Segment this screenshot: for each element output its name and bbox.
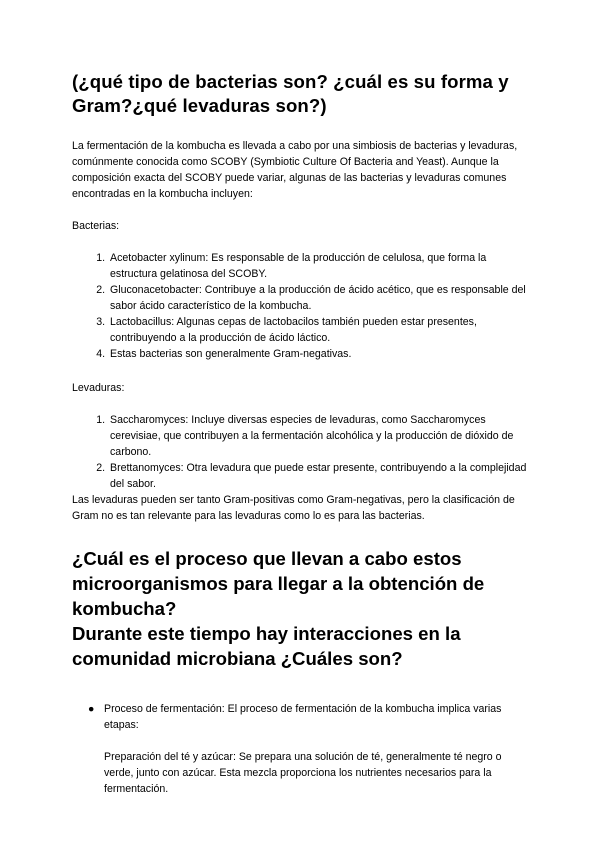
proceso-list [72,701,532,797]
proceso-item-text: Proceso de fermentación: El proceso de fermentación de la kombucha implica varias etapas: [104,703,502,731]
proceso-sub-paragraph: Preparación del té y azúcar: Se prepara una solución de té, generalmente té negro o verde, junto con azúcar. Esta mezcla proporciona los nutrientes necesarios para la fermentación. [104,751,502,795]
list-item: 4. Estas bacterias son generalmente Gram-negativas. [108,346,532,362]
levaduras-list [72,412,532,492]
list-item: 3. Lactobacillus: Algunas cepas de lactobacilos también pueden estar presentes, contribuyendo a la producción de ácido láctico. [108,314,532,346]
heading-interacciones: Durante este tiempo hay interacciones en la comunidad microbiana ¿Cuáles son? [72,623,461,669]
heading-proceso: ¿Cuál es el proceso que llevan a cabo estos microorganismos para llegar a la obtención de kombucha? [72,548,485,619]
list-item: 2. Brettanomyces: Otra levadura que puede estar presente, contribuyendo a la complejidad del sabor. [108,460,532,492]
intro-paragraph: La fermentación de la kombucha es llevada a cabo por una simbiosis de bacterias y levaduras, comúnmente conocida como SCOBY (Symbiotic Culture Of Bacteria and Yeast). Aunque la composición exacta del SCOBY puede variar, algunas de las bacterias y levaduras comunes encontradas en la kombucha incluyen: [72,140,518,200]
bacterias-label: Bacterias: [72,220,120,232]
bacterias-list [72,250,532,362]
list-item [88,701,532,797]
levaduras-label: Levaduras: [72,382,125,394]
list-item: 1. Acetobacter xylinum: Es responsable de la producción de celulosa, que forma la estructura gelatinosa del SCOBY. [108,250,532,282]
document-page [72,70,532,797]
bullet-icon: ● [88,703,95,715]
list-item: 1. Saccharomyces: Incluye diversas especies de levaduras, como Saccharomyces cerevisiae, que contribuyen a la fermentación alcohólica y la producción de dióxido de carbono. [108,412,532,460]
heading-bacteria-questions: (¿qué tipo de bacterias son? ¿cuál es su forma y Gram?¿qué levaduras son?) [72,71,509,116]
levaduras-note: Las levaduras pueden ser tanto Gram-positivas como Gram-negativas, pero la clasificación de Gram no es tan relevante para las levaduras como lo es para las bacterias. [72,494,515,522]
list-item: 2. Gluconacetobacter: Contribuye a la producción de ácido acético, que es responsable del sabor ácido característico de la kombucha. [108,282,532,314]
